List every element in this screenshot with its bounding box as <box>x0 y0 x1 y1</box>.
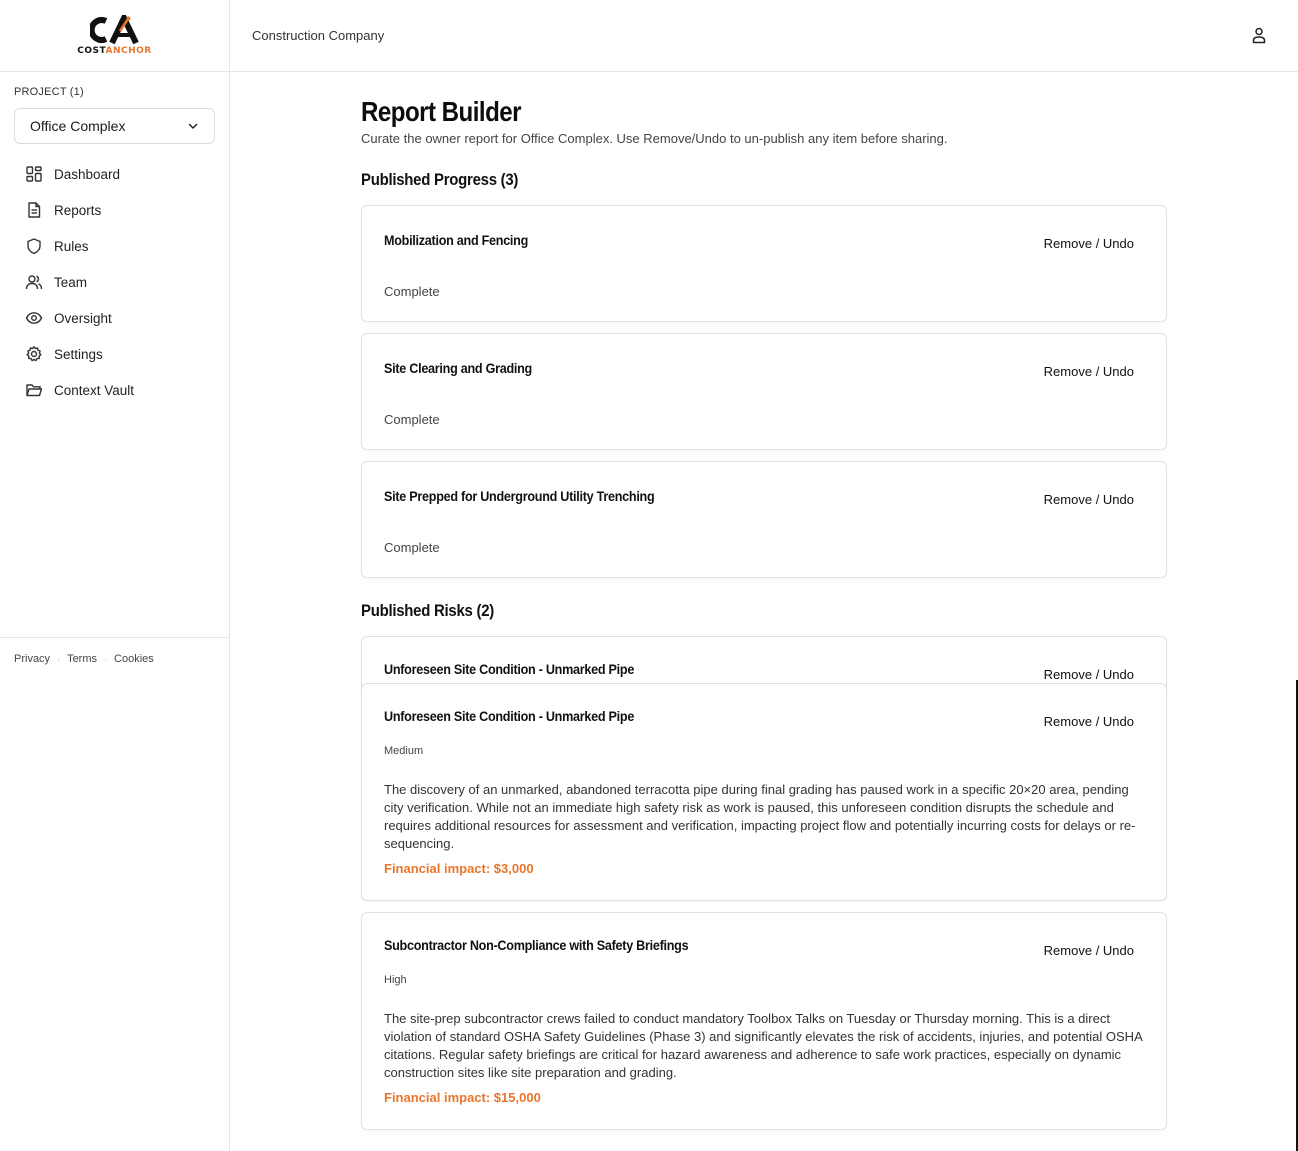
chevron-down-icon <box>187 120 199 132</box>
progress-card-title: Site Prepped for Underground Utility Trenching <box>384 488 655 504</box>
progress-card-title: Mobilization and Fencing <box>384 232 529 248</box>
sidebar-item-label: Oversight <box>54 310 112 326</box>
financial-impact: Financial impact: $3,000 <box>384 861 534 876</box>
sidebar-item-label: Dashboard <box>54 166 121 182</box>
sidebar-item-label: Context Vault <box>54 382 135 398</box>
privacy-link[interactable]: Privacy <box>14 653 51 665</box>
top-bar <box>230 0 1298 72</box>
sidebar-item-context-vault[interactable] <box>14 372 215 408</box>
risk-description: The discovery of an unmarked, abandoned terracotta pipe during final grading has paused work in a specific 20×20 area, pending city verification. While not an immediate high safety risk as work is paused, this unforeseen condition disrupts the schedule and requires additional resources for assessment and verification, impacting project flow and potentially incurring costs for delays or re-sequencing. <box>384 782 1136 851</box>
page-subtitle: Curate the owner report for Office Complex. Use Remove/Undo to un-publish any item before sharing. <box>361 131 948 146</box>
remove-undo-button[interactable]: Remove / Undo <box>1043 667 1134 682</box>
folder-icon <box>24 380 44 400</box>
terms-link[interactable]: Terms <box>67 653 98 665</box>
sidebar-item-label: Reports <box>54 202 102 218</box>
remove-undo-button[interactable]: Remove / Undo <box>1043 492 1134 507</box>
sidebar-footer <box>0 637 230 680</box>
project-select[interactable] <box>14 108 215 144</box>
reports-icon <box>24 200 44 220</box>
company-name: Construction Company <box>252 28 385 43</box>
progress-status: Complete <box>384 540 440 555</box>
logo[interactable] <box>0 0 229 72</box>
risk-description: The site-prep subcontractor crews failed to conduct mandatory Toolbox Talks on Tuesday or Thursday morning. This is a direct violation of standard OSHA Safety Guidelines (Phase 3) and significantly elevates the risk of accidents, injuries, and potential OSHA citations. Regular safety briefings are critical for hazard awareness and adherence to safe work practices, especially on dynamic construction sites like site preparation and grading. <box>384 1011 1143 1080</box>
gear-icon <box>24 344 44 364</box>
sidebar-item-label: Settings <box>54 346 103 362</box>
team-icon <box>24 272 44 292</box>
risk-card <box>361 912 1167 1130</box>
remove-undo-button[interactable]: Remove / Undo <box>1043 943 1134 958</box>
published-progress-heading: Published Progress (3) <box>361 170 519 189</box>
risk-severity: High <box>384 974 407 986</box>
sidebar-item-label: Rules <box>54 238 89 254</box>
sidebar-item-settings[interactable] <box>14 336 215 372</box>
risk-card-title: Subcontractor Non-Compliance with Safety Briefings <box>384 937 689 953</box>
published-risks-heading: Published Risks (2) <box>361 601 494 620</box>
sidebar-item-team[interactable] <box>14 264 215 300</box>
eye-icon <box>24 308 44 328</box>
sidebar-item-label: Team <box>54 274 88 290</box>
remove-undo-button[interactable]: Remove / Undo <box>1043 236 1134 251</box>
progress-status: Complete <box>384 412 440 427</box>
sidebar-item-reports[interactable] <box>14 192 215 228</box>
progress-card <box>361 205 1167 322</box>
remove-undo-button[interactable]: Remove / Undo <box>1043 714 1134 729</box>
page-title: Report Builder <box>361 96 522 127</box>
sidebar-item-dashboard[interactable] <box>14 156 215 192</box>
risk-card-title: Unforeseen Site Condition - Unmarked Pipe <box>384 708 635 724</box>
project-label: PROJECT (1) <box>14 86 84 98</box>
progress-card <box>361 461 1167 578</box>
risk-card <box>361 683 1167 901</box>
user-icon[interactable] <box>1250 26 1268 44</box>
remove-undo-button[interactable]: Remove / Undo <box>1043 364 1134 379</box>
progress-status: Complete <box>384 284 440 299</box>
separator: · <box>104 654 108 664</box>
dashboard-icon <box>24 164 44 184</box>
risk-card-title: Unforeseen Site Condition - Unmarked Pipe <box>384 661 635 677</box>
separator: · <box>57 654 61 664</box>
logo-mark-icon <box>90 15 140 45</box>
project-select-value: Office Complex <box>30 118 126 134</box>
logo-wordmark: COSTANCHOR <box>77 46 152 56</box>
sidebar-item-rules[interactable] <box>14 228 215 264</box>
progress-card-title: Site Clearing and Grading <box>384 360 532 376</box>
sidebar-nav <box>14 156 215 408</box>
shield-icon <box>24 236 44 256</box>
risk-severity: Medium <box>384 745 424 757</box>
sidebar <box>0 0 230 1151</box>
cookies-link[interactable]: Cookies <box>114 653 154 665</box>
progress-card <box>361 333 1167 450</box>
sidebar-item-oversight[interactable] <box>14 300 215 336</box>
financial-impact: Financial impact: $15,000 <box>384 1090 541 1105</box>
